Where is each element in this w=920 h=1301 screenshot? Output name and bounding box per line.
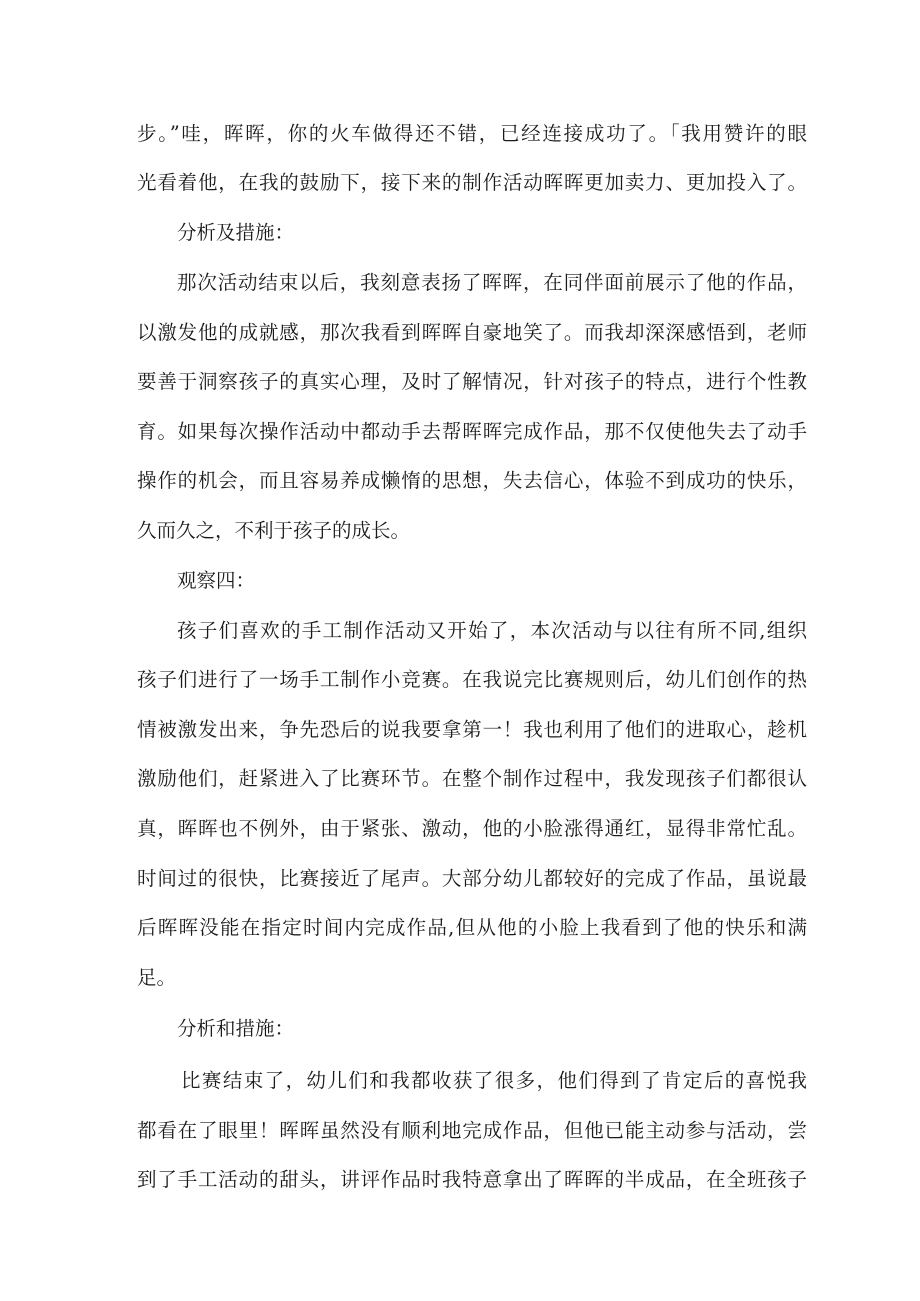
text-line: 真，晖晖也不例外，由于紧张、激动，他的小脸涨得通红，显得非常忙乱。 — [137, 817, 807, 840]
text-line: 孩子们进行了一场手工制作小竞赛。在我说完比赛规则后，幼儿们创作的热 — [137, 668, 807, 691]
text-line: 操作的机会，而且容易养成懒惰的思想，失去信心，体验不到成功的快乐， — [137, 469, 807, 492]
text-line: 光看着他，在我的鼓励下，接下来的制作活动晖晖更加卖力、更加投入了。 — [137, 171, 807, 194]
section-heading: 分析及措施： — [177, 221, 295, 244]
text-line: 时间过的很快，比赛接近了尾声。大部分幼儿都较好的完成了作品，虽说最 — [137, 867, 807, 890]
text-line: 激励他们，赶紧进入了比赛环节。在整个制作过程中，我发现孩子们都很认 — [137, 767, 807, 790]
text-line: 后晖晖没能在指定时间内完成作品,但从他的小脸上我看到了他的快乐和满 — [137, 916, 807, 939]
text-line: 育。如果每次操作活动中都动手去帮晖晖完成作品，那不仅使他失去了动手 — [137, 420, 807, 443]
text-line: 情被激发出来，争先恐后的说我要拿第一！我也利用了他们的进取心，趁机 — [137, 718, 807, 741]
text-line: 都看在了眼里！晖晖虽然没有顺利地完成作品，但他已能主动参与活动，尝 — [137, 1119, 807, 1142]
text-line: 足。 — [137, 966, 177, 989]
text-line: 孩子们喜欢的手工制作活动又开始了，本次活动与以往有所不同,组织 — [177, 619, 807, 642]
text-line: 步。”哇，晖晖，你的火车做得还不错，已经连接成功了。「我用赞许的眼 — [137, 122, 807, 145]
section-heading: 分析和措施： — [177, 1017, 295, 1040]
text-line: 要善于洞察孩子的真实心理，及时了解情况，针对孩子的特点，进行个性教 — [137, 370, 807, 393]
text-line: 比赛结束了，幼儿们和我都收获了很多，他们得到了肯定后的喜悦我 — [181, 1069, 807, 1092]
text-line: 以激发他的成就感，那次我看到晖晖自豪地笑了。而我却深深感悟到，老师 — [137, 321, 807, 344]
text-line: 那次活动结束以后，我刻意表扬了晖晖，在同伴面前展示了他的作品， — [177, 271, 807, 294]
section-heading: 观察四： — [177, 569, 256, 592]
text-line: 久而久之，不利于孩子的成长。 — [137, 519, 411, 542]
text-line: 到了手工活动的甜头，讲评作品时我特意拿出了晖晖的半成品，在全班孩子 — [137, 1168, 807, 1191]
